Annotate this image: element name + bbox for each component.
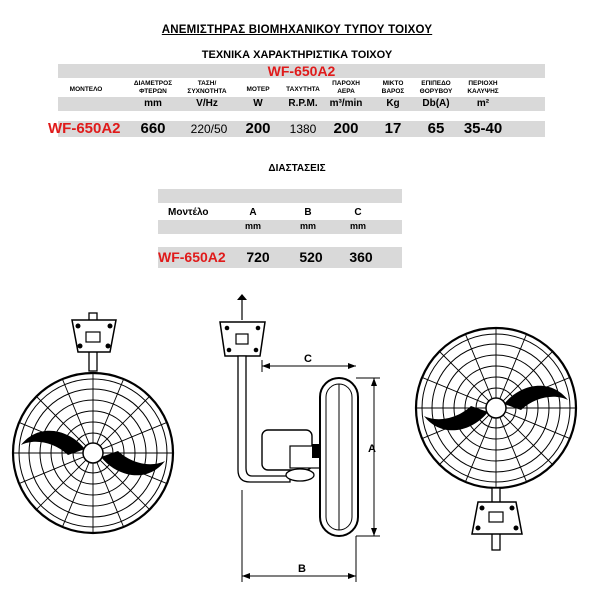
- value-speed: 1380: [289, 122, 317, 136]
- header-voltage: ΤΑΣΗ/ ΣΥΧΝΟΤΗΤΑ: [187, 80, 227, 95]
- dim-value-a: 720: [246, 249, 270, 265]
- unit-airflow: m³/min: [329, 98, 363, 109]
- value-noise: 65: [427, 120, 445, 137]
- dim-value-b: 520: [299, 249, 323, 265]
- dim-label-b: B: [298, 563, 306, 575]
- header-airflow: ΠΑΡΟΧΗ ΑΕΡΑ: [332, 80, 360, 95]
- dim-header-b: B: [304, 207, 312, 218]
- unit-diameter: mm: [144, 98, 162, 109]
- specs-subtitle: ΤΕΧΝΙΚΑ ΧΑΡΑΚΤΗΡΙΣΤΙΚΑ ΤΟΙΧΟΥ: [201, 49, 393, 61]
- dim-row-model: WF-650A2: [158, 249, 226, 265]
- fan-front-bracket-bottom: [416, 328, 576, 550]
- header-weight: ΜΙΚΤΟ ΒΑΡΟΣ: [381, 80, 405, 95]
- header-speed: ΤΑΧΥΤΗΤΑ: [286, 86, 320, 93]
- header-model: ΜΟΝΤΕΛΟ: [69, 86, 103, 93]
- value-voltage: 220/50: [190, 122, 228, 136]
- value-coverage: 35-40: [463, 120, 503, 137]
- dim-value-c: 360: [349, 249, 373, 265]
- dim-top-band: [158, 189, 402, 203]
- header-diameter: ΔΙΑΜΕΤΡΟΣ ΦΤΕΡΩΝ: [133, 80, 173, 95]
- fan-side-view: [220, 294, 380, 582]
- unit-noise: Db(A): [422, 98, 450, 109]
- value-motor: 200: [245, 120, 271, 137]
- value-airflow: 200: [333, 120, 359, 137]
- dim-label-a: A: [368, 443, 376, 455]
- row-model: WF-650A2: [48, 120, 121, 137]
- dim-unit-b: mm: [299, 221, 317, 231]
- dim-unit-c: mm: [349, 221, 367, 231]
- dim-header-c: C: [354, 207, 362, 218]
- dim-header-a: A: [249, 207, 257, 218]
- unit-motor: W: [253, 98, 263, 109]
- dim-label-c: C: [304, 353, 312, 365]
- unit-voltage: V/Hz: [196, 98, 218, 109]
- dimensions-title: ΔΙΑΣΤΑΣΕΙΣ: [268, 163, 326, 174]
- fan-drawings: [0, 280, 594, 603]
- fan-front-bracket-top: [13, 313, 173, 533]
- value-diameter: 660: [140, 120, 166, 137]
- header-motor: ΜΟΤΕΡ: [246, 86, 270, 93]
- unit-weight: Kg: [386, 98, 400, 109]
- dim-header-model: Μοντέλο: [168, 207, 209, 218]
- value-weight: 17: [384, 120, 402, 137]
- page-title: ΑΝΕΜΙΣΤΗΡΑΣ ΒΙΟΜΗΧΑΝΙΚΟΥ ΤΥΠΟΥ ΤΟΙΧΟΥ: [161, 24, 433, 36]
- unit-speed: R.P.M.: [288, 98, 318, 109]
- unit-coverage: m²: [476, 98, 490, 109]
- header-coverage: ΠΕΡΙΟΧΗ ΚΑΛΥΨΗΣ: [467, 80, 499, 95]
- dim-unit-a: mm: [244, 221, 262, 231]
- header-noise: ΕΠΙΠΕΔΟ ΘΟΡΥΒΟΥ: [419, 80, 453, 95]
- model-banner: WF-650A2: [267, 63, 336, 79]
